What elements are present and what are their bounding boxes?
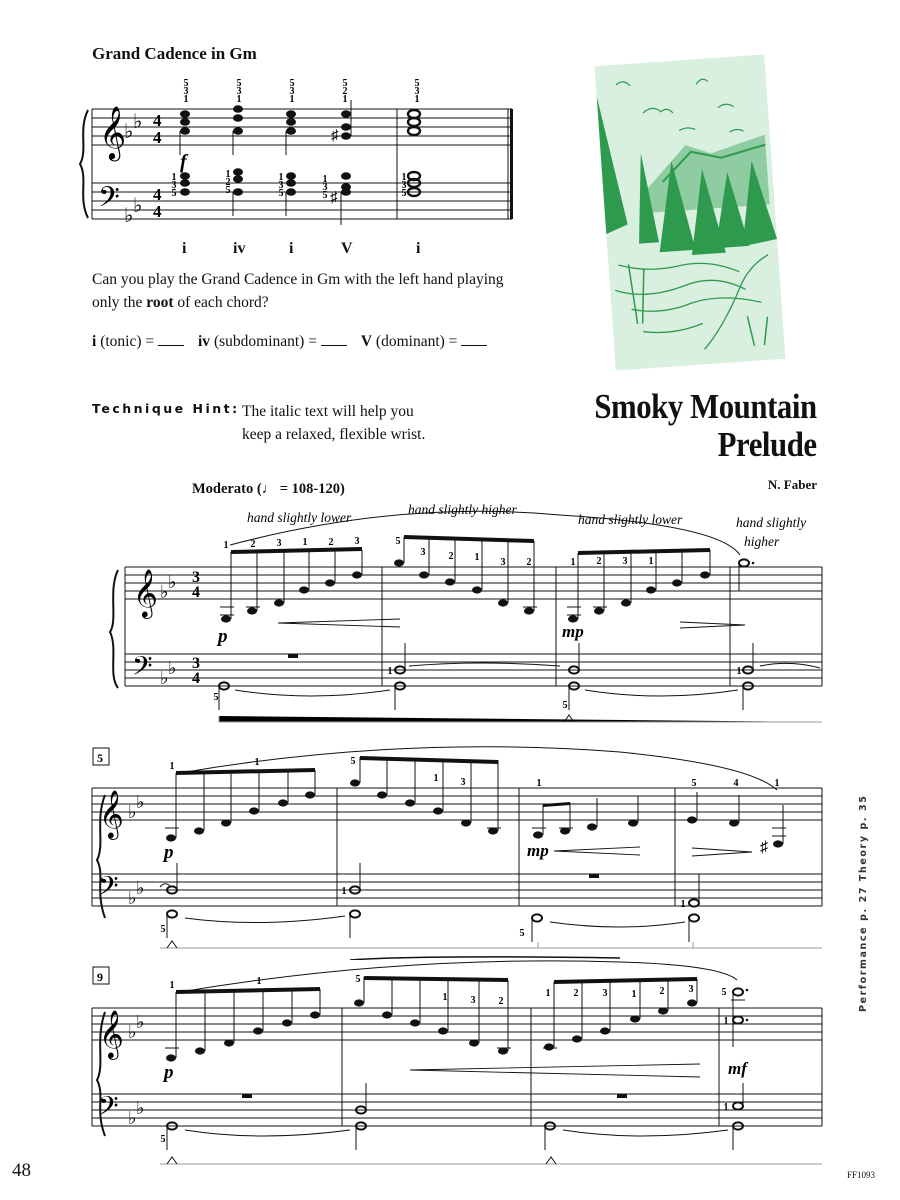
svg-text:1: 1 [256, 976, 262, 987]
svg-text:1: 1 [433, 773, 439, 784]
publication-code: FF1093 [846, 1170, 875, 1180]
svg-text:5: 5 [355, 974, 361, 985]
svg-text:hand slightly lower: hand slightly lower [578, 512, 683, 527]
svg-text:f: f [180, 151, 187, 173]
svg-text:3: 3 [470, 995, 476, 1006]
svg-text:4: 4 [153, 185, 162, 204]
svg-text:♭: ♭ [168, 572, 177, 592]
music-system-1 [0, 500, 900, 730]
svg-text:4: 4 [192, 584, 200, 601]
reference-side-note: Performance p. 27 Theory p. 35 [858, 794, 869, 1012]
technique-hint-text: The italic text will help you keep a relaxed, flexible wrist. [242, 403, 426, 443]
svg-text:higher: higher [744, 534, 780, 549]
svg-text:3: 3 [401, 180, 407, 191]
svg-text:3: 3 [278, 180, 284, 191]
svg-text:1: 1 [723, 1102, 729, 1113]
svg-text:5: 5 [160, 1134, 166, 1145]
svg-text:5: 5 [289, 78, 295, 89]
svg-text:1: 1 [225, 169, 231, 180]
svg-text:♭: ♭ [136, 792, 145, 812]
cadence-question: Can you play the Grand Cadence in Gm with the left hand playing only the root of each chord? [92, 271, 504, 311]
svg-text:2: 2 [328, 537, 334, 548]
svg-text:2: 2 [250, 539, 256, 550]
svg-text:mp: mp [527, 841, 549, 860]
svg-text:3: 3 [192, 655, 200, 672]
svg-text:p: p [164, 842, 174, 863]
svg-text:1: 1 [223, 540, 229, 551]
svg-text:5: 5 [225, 185, 231, 196]
svg-text:3: 3 [420, 547, 426, 558]
svg-text:3: 3 [622, 556, 628, 567]
svg-text:1: 1 [342, 94, 348, 105]
svg-text:1: 1 [341, 886, 347, 897]
svg-text:𝄢: 𝄢 [98, 1091, 119, 1127]
svg-text:3: 3 [276, 538, 282, 549]
svg-text:hand slightly lower: hand slightly lower [247, 510, 352, 525]
svg-text:mf: mf [728, 1059, 747, 1078]
svg-text:1: 1 [387, 666, 393, 677]
svg-text:♭: ♭ [128, 1108, 137, 1128]
svg-text:1: 1 [545, 988, 551, 999]
svg-text:𝄞: 𝄞 [133, 571, 158, 617]
music-system-3 [0, 960, 900, 1175]
treble-clef-icon: 𝄞 [99, 107, 127, 158]
svg-text:1: 1 [183, 94, 189, 105]
music-system-2 [0, 740, 900, 960]
answer-blank-dominant[interactable] [461, 333, 487, 346]
svg-text:4: 4 [153, 202, 162, 221]
svg-text:3: 3 [354, 536, 360, 547]
svg-text:2: 2 [659, 986, 665, 997]
svg-text:5: 5 [342, 78, 348, 89]
svg-text:1: 1 [723, 1016, 729, 1027]
svg-text:♭: ♭ [136, 1098, 145, 1118]
svg-text:3: 3 [414, 86, 420, 97]
svg-text:1: 1 [322, 174, 328, 185]
svg-text:5: 5 [213, 692, 219, 703]
svg-text:p: p [218, 626, 228, 647]
svg-text:5: 5 [183, 78, 189, 89]
svg-text:♭: ♭ [136, 1012, 145, 1032]
svg-text:1: 1 [474, 552, 480, 563]
measure-number: 5 [97, 751, 103, 765]
svg-text:1: 1 [236, 94, 242, 105]
svg-text:2: 2 [498, 996, 504, 1007]
measure-number: 9 [97, 970, 103, 984]
svg-text:2: 2 [448, 551, 454, 562]
composer: N. Faber [767, 477, 817, 492]
page-number: 48 [12, 1160, 31, 1181]
svg-text:5: 5 [519, 928, 525, 939]
svg-text:1: 1 [442, 992, 448, 1003]
svg-text:2: 2 [342, 86, 348, 97]
svg-text:♭: ♭ [124, 205, 134, 227]
svg-text:1: 1 [302, 537, 308, 548]
roman-numeral: i [182, 240, 187, 257]
svg-text:1: 1 [169, 980, 175, 991]
svg-text:4: 4 [153, 111, 162, 130]
svg-text:2: 2 [526, 557, 532, 568]
svg-text:3: 3 [460, 777, 466, 788]
svg-text:5: 5 [236, 78, 242, 89]
svg-text:mp: mp [562, 622, 584, 641]
svg-text:♯: ♯ [330, 190, 338, 206]
roman-numeral: i [289, 240, 294, 257]
svg-text:1: 1 [401, 172, 407, 183]
svg-text:5: 5 [350, 756, 356, 767]
svg-text:♭: ♭ [128, 888, 137, 908]
svg-text:♭: ♭ [133, 195, 143, 217]
svg-text:♭: ♭ [160, 668, 169, 688]
svg-text:♭: ♭ [133, 111, 143, 133]
svg-text:♭: ♭ [124, 121, 134, 143]
svg-text:3: 3 [289, 86, 295, 97]
svg-text:3: 3 [171, 180, 177, 191]
svg-text:3: 3 [322, 182, 328, 193]
svg-text:♭: ♭ [128, 1022, 137, 1042]
svg-text:3: 3 [688, 984, 694, 995]
svg-text:3: 3 [192, 569, 200, 586]
svg-text:3: 3 [500, 557, 506, 568]
svg-text:4: 4 [192, 670, 200, 687]
svg-text:5: 5 [401, 188, 407, 199]
svg-text:3: 3 [602, 988, 608, 999]
cadence-heading: Grand Cadence in Gm [92, 44, 257, 63]
roman-numeral: iv [233, 240, 246, 257]
svg-text:2: 2 [596, 556, 602, 567]
svg-text:3: 3 [183, 86, 189, 97]
svg-text:4: 4 [733, 778, 739, 789]
piece-title: Smoky Mountain Prelude [594, 387, 817, 464]
svg-text:1: 1 [278, 172, 284, 183]
svg-text:5: 5 [721, 987, 727, 998]
svg-text:1: 1 [631, 989, 637, 1000]
svg-text:hand slightly: hand slightly [736, 515, 807, 530]
mountain-stream-illustration [595, 54, 786, 370]
svg-text:♭: ♭ [160, 582, 169, 602]
svg-text:♯: ♯ [760, 839, 768, 856]
svg-text:2: 2 [225, 177, 231, 188]
svg-text:♭: ♭ [136, 878, 145, 898]
answer-blank-tonic[interactable] [158, 333, 184, 346]
svg-text:1: 1 [648, 556, 654, 567]
svg-text:5: 5 [562, 700, 568, 711]
svg-text:5: 5 [278, 188, 284, 199]
svg-text:𝄢: 𝄢 [132, 651, 153, 687]
answer-row: i (tonic) = iv (subdominant) = V (dominant) = [92, 333, 497, 351]
svg-text:5: 5 [160, 924, 166, 935]
svg-text:1: 1 [169, 761, 175, 772]
svg-text:5: 5 [395, 536, 401, 547]
svg-text:♯: ♯ [331, 128, 339, 144]
cadence-staff [76, 72, 521, 232]
svg-text:1: 1 [289, 94, 295, 105]
svg-text:2: 2 [573, 988, 579, 999]
svg-text:4: 4 [153, 128, 162, 147]
svg-text:1: 1 [736, 666, 742, 677]
roman-numeral: V [341, 240, 353, 257]
technique-hint-label: Technique Hint: [92, 401, 240, 416]
svg-text:hand slightly higher: hand slightly higher [408, 502, 517, 517]
svg-text:1: 1 [414, 94, 420, 105]
svg-text:𝄞: 𝄞 [99, 1012, 124, 1058]
svg-text:𝄞: 𝄞 [99, 792, 124, 838]
svg-text:3: 3 [236, 86, 242, 97]
svg-text:p: p [164, 1062, 174, 1083]
svg-text:5: 5 [414, 78, 420, 89]
answer-blank-subdominant[interactable] [321, 333, 347, 346]
svg-text:1: 1 [680, 899, 686, 910]
svg-text:1: 1 [171, 172, 177, 183]
svg-text:1: 1 [774, 778, 780, 789]
roman-numeral: i [416, 240, 421, 257]
svg-text:1: 1 [254, 757, 260, 768]
svg-text:1: 1 [570, 557, 576, 568]
tempo-marking: Moderato (♩ = 108-120) [192, 481, 345, 497]
svg-text:♭: ♭ [168, 658, 177, 678]
svg-text:♭: ♭ [128, 802, 137, 822]
svg-text:1: 1 [536, 778, 542, 789]
svg-text:5: 5 [171, 188, 177, 199]
svg-text:5: 5 [322, 190, 328, 201]
svg-text:5: 5 [691, 778, 697, 789]
bass-clef-icon: 𝄢 [98, 183, 120, 220]
svg-text:𝄢: 𝄢 [98, 871, 119, 907]
